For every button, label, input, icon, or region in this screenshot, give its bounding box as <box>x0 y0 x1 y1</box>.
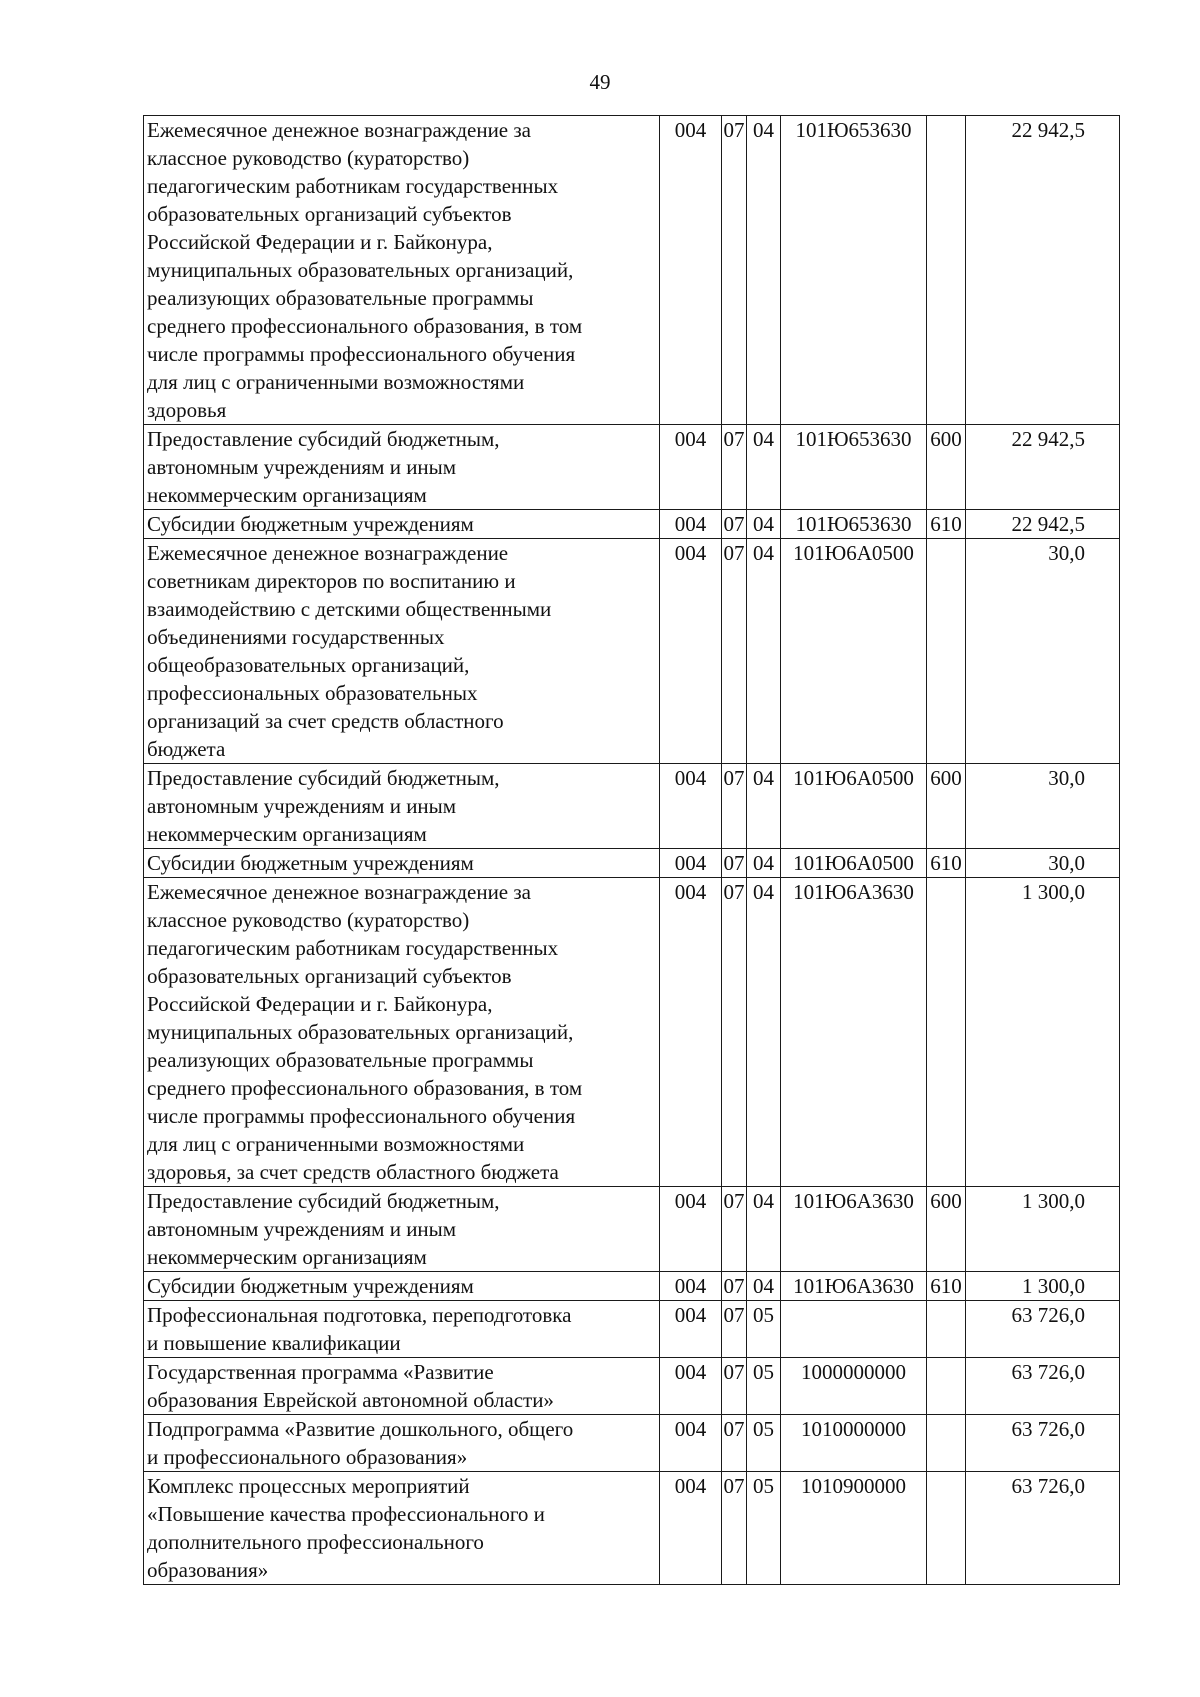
item-name-line: Российской Федерации и г. Байконура, <box>147 992 493 1016</box>
item-name-line: и профессионального образования» <box>147 1445 468 1469</box>
amount-cell: 1 300,0 <box>966 1272 1120 1301</box>
item-name-line: классное руководство (кураторство) <box>147 146 470 170</box>
amount-cell: 1 300,0 <box>966 1187 1120 1272</box>
item-name-cell <box>144 116 660 425</box>
table-row <box>144 539 1120 764</box>
amount-cell: 63 726,0 <box>966 1301 1120 1358</box>
expense-type-cell <box>927 1301 966 1358</box>
grbs-cell: 004 <box>660 539 722 764</box>
item-name-line: некоммерческим организациям <box>147 822 427 846</box>
target-article-cell: 101Ю653630 <box>781 425 927 510</box>
item-name-cell <box>144 1301 660 1358</box>
table-row <box>144 1301 1120 1358</box>
subsection-cell: 04 <box>747 764 781 849</box>
item-name-cell <box>144 764 660 849</box>
expense-type-cell <box>927 1472 966 1585</box>
section-cell: 07 <box>722 764 747 849</box>
item-name-line: реализующих образовательные программы <box>147 1048 534 1072</box>
subsection-cell: 04 <box>747 1187 781 1272</box>
grbs-cell: 004 <box>660 1472 722 1585</box>
item-name-line: общеобразовательных организаций, <box>147 653 470 677</box>
item-name-line: Подпрограмма «Развитие дошкольного, общего <box>147 1417 574 1441</box>
expense-type-cell: 610 <box>927 510 966 539</box>
item-name-line: здоровья, за счет средств областного бюджета <box>147 1160 559 1184</box>
item-name-line: Предоставление субсидий бюджетным, <box>147 1189 500 1213</box>
target-article-cell: 101Ю653630 <box>781 510 927 539</box>
expense-type-cell <box>927 1358 966 1415</box>
target-article-cell: 101Ю6А3630 <box>781 1272 927 1301</box>
item-name-line: муниципальных образовательных организаций, <box>147 258 574 282</box>
expense-type-cell: 600 <box>927 764 966 849</box>
item-name-line: дополнительного профессионального <box>147 1530 484 1554</box>
section-cell: 07 <box>722 1415 747 1472</box>
amount-cell: 22 942,5 <box>966 510 1120 539</box>
item-name-cell <box>144 425 660 510</box>
table-row <box>144 878 1120 1187</box>
grbs-cell: 004 <box>660 878 722 1187</box>
item-name-line: организаций за счет средств областного <box>147 709 504 733</box>
item-name-line: образования Еврейской автономной области» <box>147 1388 554 1412</box>
grbs-cell: 004 <box>660 1272 722 1301</box>
subsection-cell: 04 <box>747 539 781 764</box>
expense-type-cell: 610 <box>927 849 966 878</box>
item-name-line: педагогическим работникам государственных <box>147 936 559 960</box>
table-row <box>144 1187 1120 1272</box>
item-name-line: Профессиональная подготовка, переподготовка <box>147 1303 572 1327</box>
item-name-line: некоммерческим организациям <box>147 483 427 507</box>
target-article-cell: 101Ю6А3630 <box>781 878 927 1187</box>
target-article-cell: 1000000000 <box>781 1358 927 1415</box>
item-name-line: образовательных организаций субъектов <box>147 202 512 226</box>
item-name-line: Предоставление субсидий бюджетным, <box>147 427 500 451</box>
item-name-line: бюджета <box>147 737 226 761</box>
item-name-cell <box>144 878 660 1187</box>
subsection-cell: 05 <box>747 1415 781 1472</box>
grbs-cell: 004 <box>660 1301 722 1358</box>
page-number: 49 <box>589 70 611 94</box>
subsection-cell: 04 <box>747 849 781 878</box>
subsection-cell: 04 <box>747 878 781 1187</box>
grbs-cell: 004 <box>660 510 722 539</box>
section-cell: 07 <box>722 1301 747 1358</box>
amount-cell: 63 726,0 <box>966 1415 1120 1472</box>
expense-type-cell: 610 <box>927 1272 966 1301</box>
amount-cell: 63 726,0 <box>966 1472 1120 1585</box>
table-row <box>144 510 1120 539</box>
table-row <box>144 1415 1120 1472</box>
section-cell: 07 <box>722 510 747 539</box>
item-name-line: Ежемесячное денежное вознаграждение за <box>147 880 531 904</box>
subsection-cell: 04 <box>747 425 781 510</box>
item-name-line: для лиц с ограниченными возможностями <box>147 370 525 394</box>
subsection-cell: 04 <box>747 510 781 539</box>
item-name-line: взаимодействию с детскими общественными <box>147 597 552 621</box>
expense-type-cell <box>927 539 966 764</box>
section-cell: 07 <box>722 425 747 510</box>
target-article-cell: 101Ю6А0500 <box>781 849 927 878</box>
item-name-line: советникам директоров по воспитанию и <box>147 569 516 593</box>
grbs-cell: 004 <box>660 425 722 510</box>
item-name-cell <box>144 1472 660 1585</box>
expense-type-cell <box>927 878 966 1187</box>
item-name-cell <box>144 1358 660 1415</box>
target-article-cell: 101Ю6А3630 <box>781 1187 927 1272</box>
target-article-cell: 101Ю6А0500 <box>781 764 927 849</box>
item-name-line: среднего профессионального образования, в том <box>147 1076 583 1100</box>
section-cell: 07 <box>722 1272 747 1301</box>
item-name-line: Ежемесячное денежное вознаграждение <box>147 541 509 565</box>
expense-type-cell: 600 <box>927 425 966 510</box>
section-cell: 07 <box>722 116 747 425</box>
item-name-line: объединениями государственных <box>147 625 445 649</box>
item-name-line: реализующих образовательные программы <box>147 286 534 310</box>
item-name-line: числе программы профессионального обучения <box>147 1104 576 1128</box>
item-name-line: Субсидии бюджетным учреждениям <box>147 1274 474 1298</box>
item-name-line: образования» <box>147 1558 269 1582</box>
item-name-cell <box>144 1415 660 1472</box>
item-name-cell <box>144 1187 660 1272</box>
subsection-cell: 05 <box>747 1301 781 1358</box>
expense-type-cell <box>927 1415 966 1472</box>
item-name-line: Российской Федерации и г. Байконура, <box>147 230 493 254</box>
amount-cell: 63 726,0 <box>966 1358 1120 1415</box>
table-row <box>144 1358 1120 1415</box>
item-name-line: профессиональных образовательных <box>147 681 478 705</box>
amount-cell: 30,0 <box>966 539 1120 764</box>
subsection-cell: 05 <box>747 1472 781 1585</box>
item-name-line: здоровья <box>147 398 227 422</box>
item-name-line: Субсидии бюджетным учреждениям <box>147 512 474 536</box>
grbs-cell: 004 <box>660 116 722 425</box>
amount-cell: 22 942,5 <box>966 425 1120 510</box>
item-name-line: автономным учреждениям и иным <box>147 1217 457 1241</box>
expense-type-cell <box>927 116 966 425</box>
item-name-line: автономным учреждениям и иным <box>147 794 457 818</box>
table-row <box>144 1472 1120 1585</box>
table-row <box>144 1272 1120 1301</box>
subsection-cell: 05 <box>747 1358 781 1415</box>
section-cell: 07 <box>722 1358 747 1415</box>
item-name-line: среднего профессионального образования, в том <box>147 314 583 338</box>
item-name-line: числе программы профессионального обучения <box>147 342 576 366</box>
table-row <box>144 425 1120 510</box>
item-name-line: педагогическим работникам государственных <box>147 174 559 198</box>
amount-cell: 22 942,5 <box>966 116 1120 425</box>
item-name-line: Предоставление субсидий бюджетным, <box>147 766 500 790</box>
item-name-cell <box>144 539 660 764</box>
item-name-line: для лиц с ограниченными возможностями <box>147 1132 525 1156</box>
grbs-cell: 004 <box>660 1358 722 1415</box>
item-name-line: образовательных организаций субъектов <box>147 964 512 988</box>
table-row <box>144 849 1120 878</box>
target-article-cell: 1010000000 <box>781 1415 927 1472</box>
item-name-line: Ежемесячное денежное вознаграждение за <box>147 118 531 142</box>
amount-cell: 1 300,0 <box>966 878 1120 1187</box>
budget-table-body <box>144 116 1120 1585</box>
grbs-cell: 004 <box>660 849 722 878</box>
amount-cell: 30,0 <box>966 764 1120 849</box>
item-name-line: муниципальных образовательных организаций, <box>147 1020 574 1044</box>
section-cell: 07 <box>722 539 747 764</box>
grbs-cell: 004 <box>660 1415 722 1472</box>
item-name-line: Комплекс процессных мероприятий <box>147 1474 470 1498</box>
item-name-line: Субсидии бюджетным учреждениям <box>147 851 474 875</box>
item-name-line: классное руководство (кураторство) <box>147 908 470 932</box>
grbs-cell: 004 <box>660 1187 722 1272</box>
item-name-line: автономным учреждениям и иным <box>147 455 457 479</box>
item-name-line: Государственная программа «Развитие <box>147 1360 494 1384</box>
target-article-cell: 101Ю653630 <box>781 116 927 425</box>
grbs-cell: 004 <box>660 764 722 849</box>
item-name-cell <box>144 1272 660 1301</box>
expense-type-cell: 600 <box>927 1187 966 1272</box>
target-article-cell <box>781 1301 927 1358</box>
target-article-cell: 1010900000 <box>781 1472 927 1585</box>
amount-cell: 30,0 <box>966 849 1120 878</box>
item-name-cell <box>144 849 660 878</box>
target-article-cell: 101Ю6А0500 <box>781 539 927 764</box>
item-name-line: некоммерческим организациям <box>147 1245 427 1269</box>
item-name-cell <box>144 510 660 539</box>
subsection-cell: 04 <box>747 1272 781 1301</box>
table-row <box>144 764 1120 849</box>
item-name-line: «Повышение качества профессионального и <box>147 1502 545 1526</box>
section-cell: 07 <box>722 1472 747 1585</box>
section-cell: 07 <box>722 849 747 878</box>
budget-table <box>143 115 1120 1585</box>
section-cell: 07 <box>722 878 747 1187</box>
subsection-cell: 04 <box>747 116 781 425</box>
section-cell: 07 <box>722 1187 747 1272</box>
item-name-line: и повышение квалификации <box>147 1331 401 1355</box>
table-row <box>144 116 1120 425</box>
